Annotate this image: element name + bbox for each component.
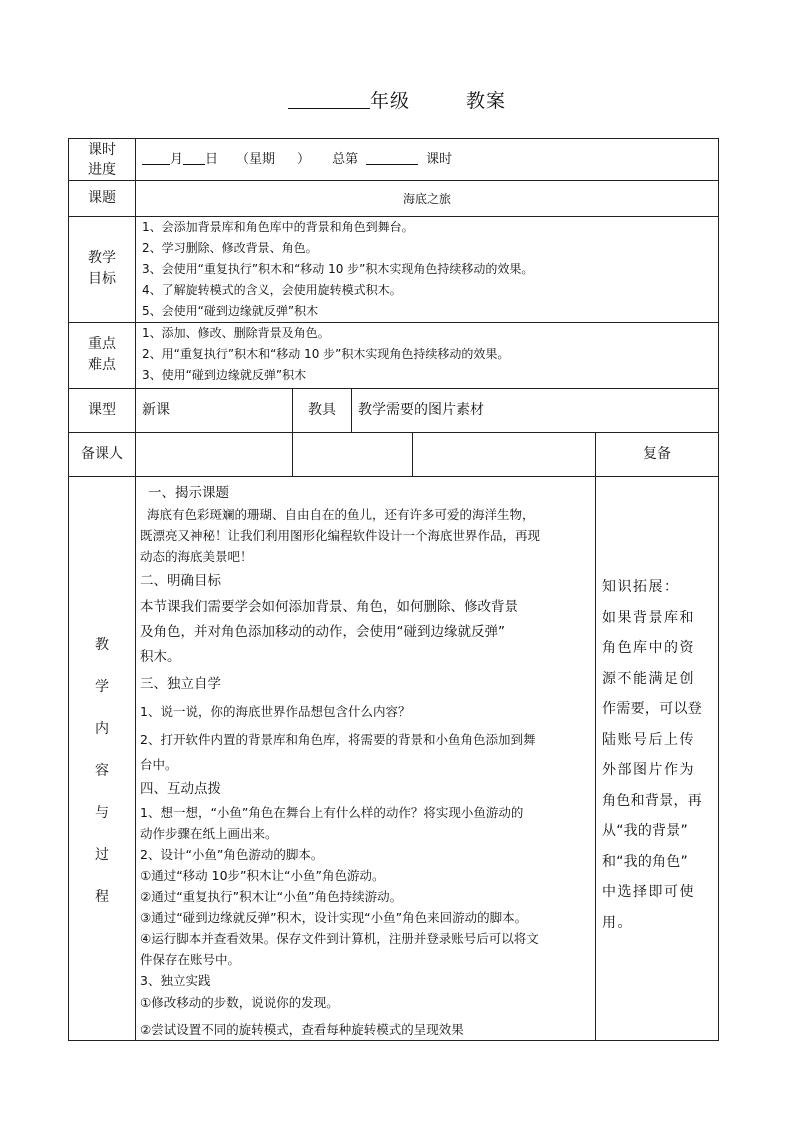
objective-item: 4、了解旋转模式的含义，会使用旋转模式积木。 [142,283,402,297]
content-line: 动态的海底美景吧！ [140,549,253,564]
content-line: 本节课我们需要学会如何添加背景、角色，如何删除、修改背景 [140,599,518,615]
objective-item: 3、会使用“重复执行”积木和“移动 10 步”积木实现角色持续移动的效果。 [142,262,534,276]
process-content [140,482,592,1038]
objectives-list [142,217,712,322]
knowledge-extension [602,572,716,972]
tools-value: 教学需要的图片素材 [358,402,484,418]
content-line: 件保存在账号中。 [140,952,241,967]
month-blank[interactable] [142,150,170,165]
section-heading: 3、独立实践 [140,973,211,988]
content-line: 积木。 [140,649,181,665]
side-note-title: 知识拓展： [602,579,680,595]
grade-blank [288,90,370,109]
content-line: ③通过“碰到边缘就反弹”积木，设计实现“小鱼”角色来回游动的脚本。 [140,910,528,925]
key-point-item: 2、用“重复执行”积木和“移动 10 步”积木实现角色持续移动的效果。 [142,347,510,361]
day-blank[interactable] [183,150,205,165]
topic-value: 海底之旅 [402,192,451,206]
key-points-label: 重点 难点 [88,336,116,373]
tools-label: 教具 [308,402,336,418]
content-line: 台中。 [140,757,178,772]
side-note-line: 用。 [602,914,633,931]
objective-item: 5、会使用“碰到边缘就反弹”积木 [142,304,319,318]
side-note-line: 作需要，可以登 [602,701,703,717]
schedule-label: 课时 进度 [88,142,116,178]
content-line: 1、说一说，你的海底世界作品想包含什么内容？ [140,704,411,719]
review-label: 复备 [643,446,671,462]
total-suffix: 课时 [426,152,453,167]
content-line: ④运行脚本并查看效果。保存文件到计算机，注册并登录账号后可以将文 [140,931,539,946]
content-line: 动作步骤在纸上画出来。 [140,826,278,841]
content-line: ①通过“移动 10步”积木让“小鱼”角色游动。 [140,868,385,883]
preparer-label: 备课人 [81,446,123,462]
content-line: 2、设计“小鱼”角色游动的脚本。 [140,847,324,862]
side-note-line: 从“我的背景” [602,823,688,839]
lesson-type-label: 课型 [88,402,116,418]
total-prefix: 总第 [332,152,359,167]
objective-item: 1、会添加背景库和角色库中的背景和角色到舞台。 [142,220,414,234]
schedule-row [142,150,712,172]
page-title [0,86,794,110]
content-line: 2、打开软件内置的背景库和角色库，将需要的背景和小鱼角色添加到舞 [140,732,536,747]
total-blank[interactable] [366,150,418,165]
side-note-line: 陆账号后上传 [602,731,695,748]
side-note-line: 如果背景库和 [602,609,695,626]
content-line: ②通过“重复执行”积木让“小鱼”角色持续游动。 [140,889,403,904]
side-note-line: 中选择即可使 [602,884,695,900]
content-line: 既漂亮又神秘！让我们利用图形化编程软件设计一个海底世界作品，再现 [140,528,541,543]
plan-label: 教案 [466,90,507,112]
objectives-label: 教学 目标 [88,250,116,287]
key-point-item: 3、使用“碰到边缘就反弹”积木 [142,368,307,382]
key-point-item: 1、添加、修改、删除背景及角色。 [142,326,330,340]
side-note-line: 角色库中的资 [602,640,695,656]
objective-item: 2、学习删除、修改背景、角色。 [142,241,318,255]
day-label: 日 [205,152,219,167]
section-heading: 三、独立自学 [140,676,221,692]
weekday-open: （星期 [236,152,276,167]
content-line: 1、想一想，“小鱼”角色在舞台上有什么样的动作？将实现小鱼游动的 [140,805,524,820]
key-points-list [142,323,712,388]
side-note-line: 源不能满足创 [602,670,695,687]
weekday-close: ） [297,152,311,167]
month-label: 月 [170,152,184,167]
side-note-line: 和“我的角色” [602,853,688,870]
lesson-type-value: 新课 [142,402,170,418]
grade-suffix: 年级 [369,90,410,112]
process-label: 教 学 内 容 与 过 程 [95,637,109,905]
side-note-line: 外部图片作为 [602,762,695,778]
section-heading: 一、揭示课题 [148,485,229,501]
content-line: ②尝试设置不同的旋转模式，查看每种旋转模式的呈现效果 [140,1022,464,1037]
topic-label: 课题 [88,190,116,206]
content-line: 海底有色彩斑斓的珊瑚、自由自在的鱼儿，还有许多可爱的海洋生物， [147,507,535,522]
content-line: ①修改移动的步数，说说你的发现。 [140,995,339,1010]
side-note-line: 角色和背景，再 [602,792,703,809]
content-line: 及角色，并对角色添加移动的动作，会使用“碰到边缘就反弹” [140,624,505,640]
section-heading: 四、互动点拨 [140,781,221,797]
section-heading: 二、明确目标 [140,573,221,589]
